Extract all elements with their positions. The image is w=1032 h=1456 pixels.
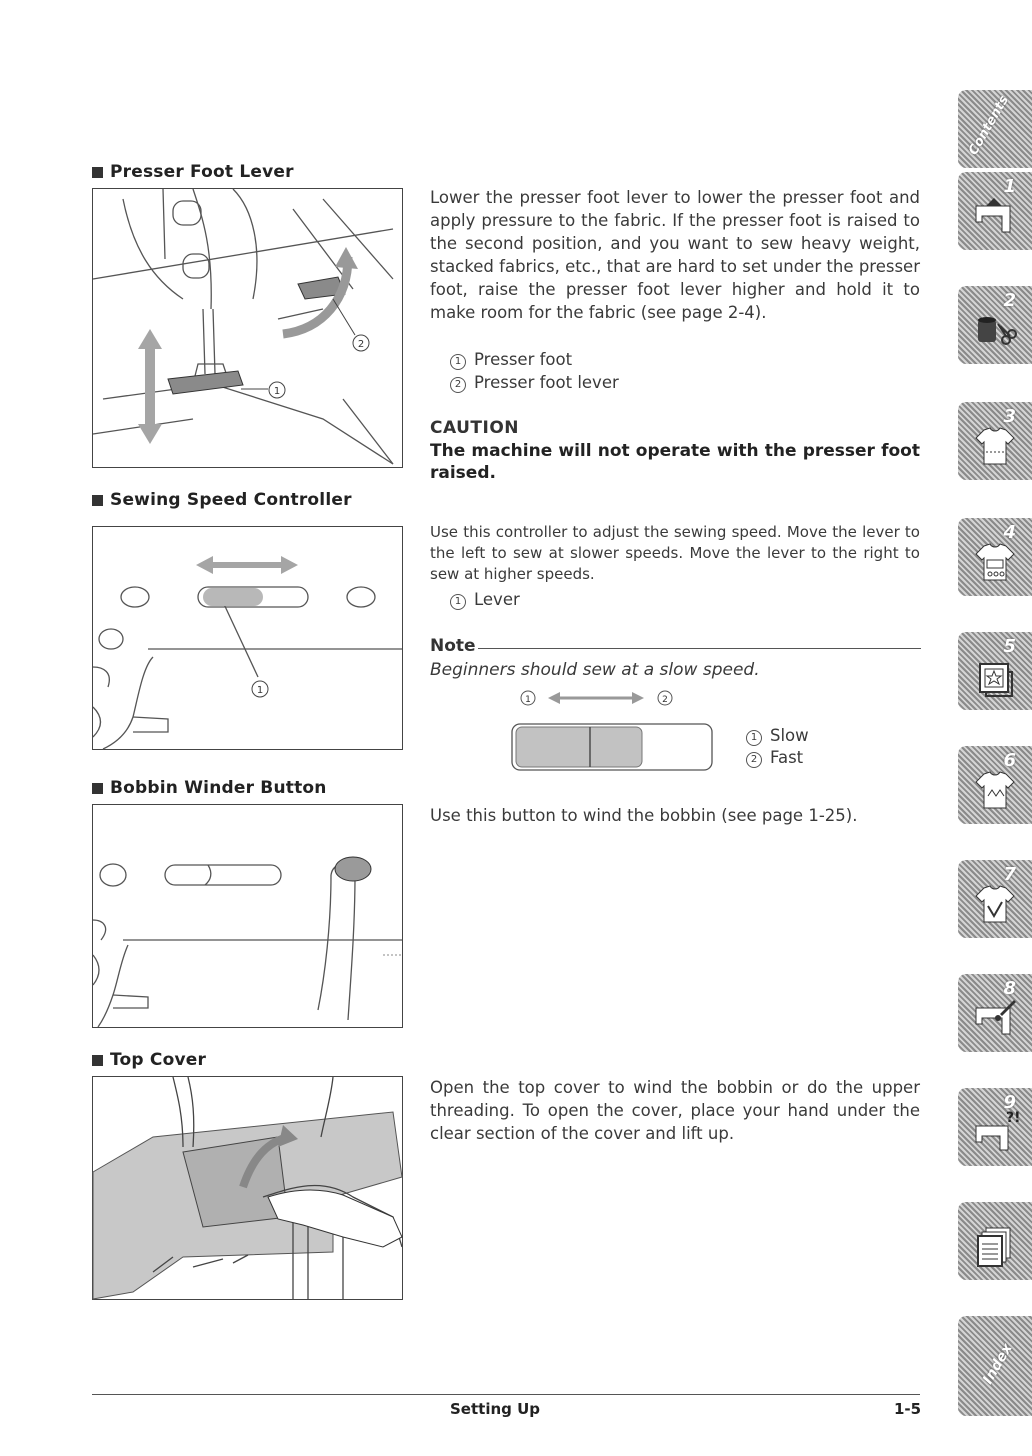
side-tab-6[interactable] [958,746,1032,824]
heading-text: Bobbin Winder Button [110,778,327,798]
callout-2: 2 [662,695,668,705]
shirt-abc-icon [972,538,1018,584]
svg-text:?!: ?! [1006,1110,1021,1126]
section-heading-presser-foot-lever [92,162,294,182]
legend-item-lever [450,588,520,611]
side-tab-5[interactable] [958,632,1032,710]
troubleshooting-icon [972,1108,1021,1154]
section-heading-bobbin-winder-button [92,778,327,798]
heading-text: Sewing Speed Controller [110,490,352,510]
presser-foot-illustration [92,188,403,468]
note-title: Note [430,636,476,656]
shirt-stitch-icon [972,880,1018,926]
tab-label: 5 [1003,636,1016,657]
tab-label: 7 [1003,864,1016,885]
thread-scissors-icon [972,306,1018,352]
section-heading-sewing-speed-controller [92,490,352,510]
side-tab-document[interactable] [958,1202,1032,1280]
side-tab-index[interactable] [958,1316,1032,1416]
note-text: Beginners should sew at a slow speed. [430,660,760,680]
speed-controller-illustration [92,526,403,750]
side-tab-9[interactable] [958,1088,1032,1166]
note-divider [478,648,921,649]
caution-text: The machine will not operate with the presser foot raised. [430,441,920,483]
shirt-icon [972,422,1018,468]
callout-number: 2 [746,752,762,768]
bobbin-winder-illustration [92,804,403,1028]
section-heading-top-cover [92,1050,206,1070]
tab-label: 3 [1003,406,1016,427]
tab-label: 2 [1003,290,1016,311]
callout-1: 1 [256,685,264,696]
page-number: 1-5 [894,1400,922,1418]
callout-2: 2 [357,339,365,350]
footer-rule [92,1394,920,1395]
tab-label: 9 [1003,1092,1016,1113]
legend-item-presser-foot [450,348,572,371]
heading-text: Top Cover [110,1050,207,1070]
side-tab-8[interactable] [958,974,1032,1052]
callout-1: 1 [273,386,281,397]
maintenance-icon [972,994,1018,1040]
legend-label: Fast [770,748,804,767]
tab-label: 1 [1003,176,1016,197]
legend-item-fast [746,746,803,769]
legend-label: Slow [770,726,809,745]
legend-label: Presser foot [474,350,573,369]
legend-item-presser-foot-lever [450,371,619,394]
tab-label: 4 [1003,522,1016,543]
heading-bullet [92,1055,103,1066]
heading-bullet [92,783,103,794]
top-cover-illustration [92,1076,403,1300]
callout-number: 2 [450,377,466,393]
shirt-pattern-icon [972,766,1018,812]
legend-label: Presser foot lever [474,373,619,392]
side-tab-3[interactable] [958,402,1032,480]
tab-label: Index [980,1341,1016,1387]
heading-text: Presser Foot Lever [110,162,294,182]
speed-controller-description: Use this controller to adjust the sewing speed. Move the lever to the left to sew at slower speeds. Move the lever to the right to sew at higher speeds. [430,523,920,583]
presser-foot-description: Lower the presser foot lever to lower the presser foot and apply pressure to the fabric. If the presser foot is raised to the second position, and you want to sew heavy weight, stacked fabrics, etc., that are hard to set under the presser foot, raise the presser foot lever higher and hold it to make room for the fabric (see page 2-4). [430,188,920,322]
footer-section-title: Setting Up [450,1400,541,1418]
tab-label: 8 [1003,978,1016,999]
side-tab-1[interactable] [958,172,1032,250]
caution-title: CAUTION [430,418,520,438]
side-tab-contents[interactable] [958,90,1032,168]
callout-number: 1 [450,594,466,610]
callout-1: 1 [525,695,531,705]
embroidery-frame-icon [972,652,1018,698]
legend-item-slow [746,724,809,747]
tab-label: Contents [966,93,1013,158]
side-tab-4[interactable] [958,518,1032,596]
top-cover-description: Open the top cover to wind the bobbin or do the upper threading. To open the cover, place your hand under the clear section of the cover and lift up. [430,1078,920,1143]
sewing-machine-icon [972,192,1018,238]
heading-bullet [92,167,103,178]
side-tab-7[interactable] [958,860,1032,938]
side-tab-2[interactable] [958,286,1032,364]
heading-bullet [92,495,103,506]
callout-number: 1 [450,354,466,370]
callout-number: 1 [746,730,762,746]
legend-label: Lever [474,590,520,609]
tab-label: 6 [1003,750,1016,771]
bobbin-winder-description: Use this button to wind the bobbin (see page 1-25). [430,806,858,825]
document-icon [972,1222,1018,1268]
